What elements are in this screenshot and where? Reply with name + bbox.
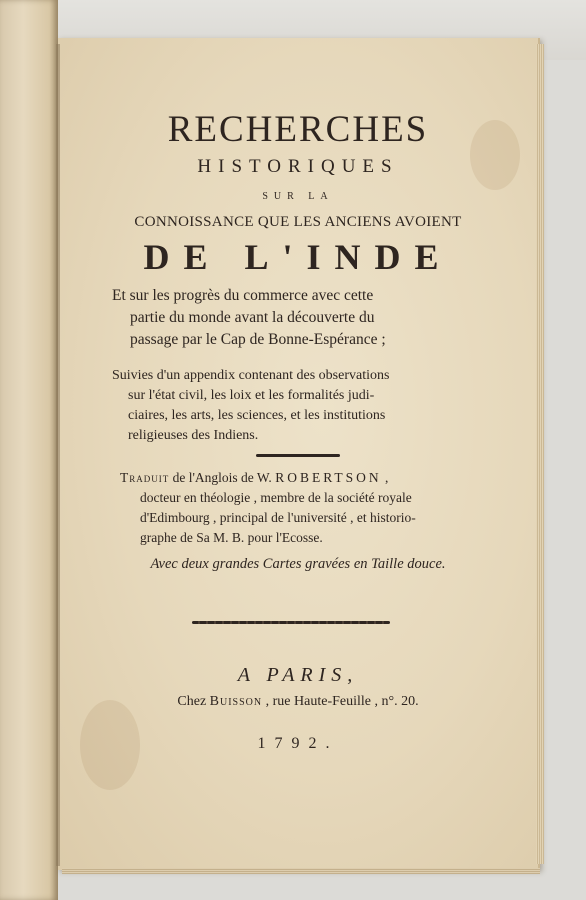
imprint-city: A PARIS, (237, 664, 359, 686)
ornamental-rule (192, 620, 390, 625)
translator-text: de l'Anglois de W. (169, 470, 276, 485)
appendix-line: ciaires, les arts, les sciences, et les institutions (128, 408, 386, 423)
translator-line (120, 468, 416, 488)
appendix-line: Suivies d'un appendix contenant des observations (112, 368, 390, 383)
translator-text: , (381, 470, 389, 485)
title-sur-la: SUR LA (262, 191, 334, 202)
translator-line: d'Edimbourg , principal de l'université , et historio- (140, 510, 416, 525)
subtitle-line: passage par le Cap de Bonne-Espérance ; (130, 331, 386, 348)
subtitle-commerce (112, 285, 386, 351)
divider-rule (256, 454, 340, 457)
appendix-line: sur l'état civil, les loix et les formalités judi- (128, 388, 375, 403)
page-stack-bottom (62, 868, 540, 874)
traduit-word: Traduit (120, 470, 170, 485)
translator-credit (120, 468, 416, 548)
author-name: ROBERTSON (275, 470, 382, 485)
imprint-year: 1792. (257, 735, 339, 752)
title-de-linde: DE L'INDE (143, 237, 453, 277)
subtitle-line: partie du monde avant la découverte du (130, 309, 375, 326)
appendix-description (112, 366, 389, 446)
publisher-address: , rue Haute-Feuille , n°. 20. (262, 694, 419, 709)
title-connoissance: CONNOISSANCE QUE LES ANCIENS AVOIENT (134, 214, 462, 230)
translator-line: docteur en théologie , membre de la société royale (140, 490, 412, 505)
subtitle-line: Et sur les progrès du commerce avec cette (112, 287, 374, 304)
title-historiques: HISTORIQUES (197, 156, 399, 177)
appendix-line: religieuses des Indiens. (128, 428, 259, 443)
maps-note: Avec deux grandes Cartes gravées en Taille douce. (150, 556, 446, 572)
translator-line: graphe de Sa M. B. pour l'Ecosse. (140, 530, 323, 545)
publisher-name: Buisson (209, 694, 263, 709)
title-recherches: RECHERCHES (167, 109, 429, 150)
publisher-prefix: Chez (177, 694, 210, 709)
imprint-publisher (58, 694, 538, 710)
left-page-edge (0, 0, 58, 900)
